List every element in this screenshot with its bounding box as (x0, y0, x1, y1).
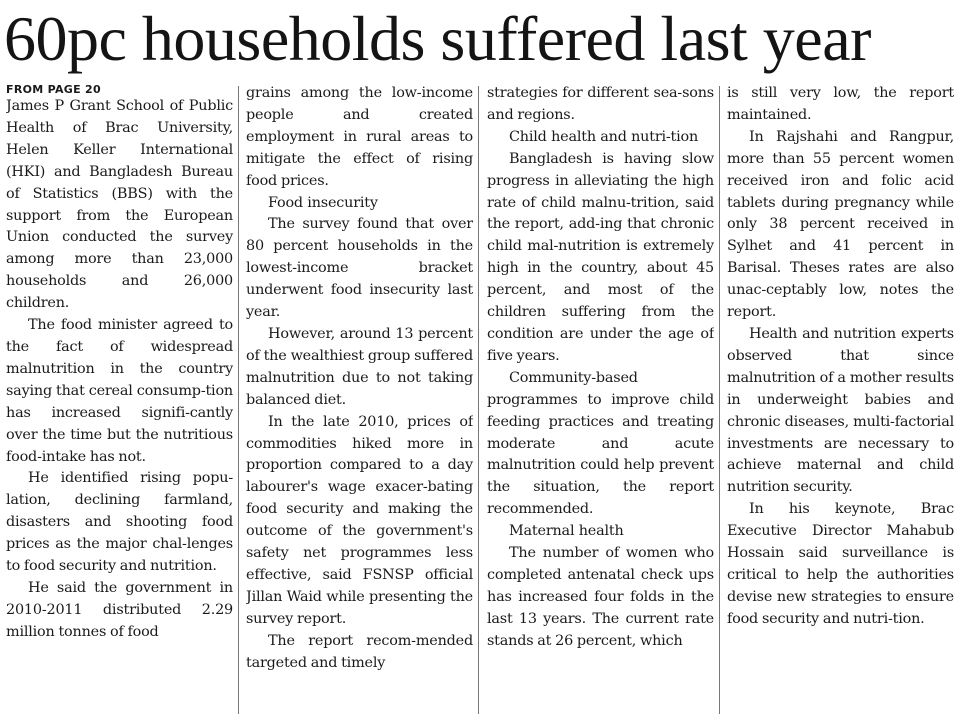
article-paragraph: Community-based programmes to improve child feeding practices and treating moderate and acute malnutrition could help prevent the situation, the report recommended. (487, 369, 714, 518)
article-paragraph: grains among the low-income people and created employment in rural areas to mitigate the effect of rising food prices. (246, 85, 473, 189)
article-paragraph: However, around 13 percent of the wealthiest group suffered malnutrition due to not taking balanced diet. (246, 325, 473, 408)
article-paragraph: James P Grant School of Public Health of Brac University, Helen Keller International (HKI) and Bangladesh Bureau of Statistics (BBS) with the support from the European Union conducted the survey among more than 23,000 households and 26,000 children. (6, 98, 233, 312)
section-subheading: Child health and nutri-tion (509, 128, 699, 145)
article-paragraph: Bangladesh is having slow progress in alleviating the high rate of child malnu-trition, said the report, add-ing that chronic child mal-nutrition is extremely high in the country, about 45 percent, and most of the children suffering from the condition are under the age of five years. (487, 150, 714, 364)
article-paragraph: He identified rising popu-lation, declining farmland, disasters and shooting food prices as the major chal-lenges to food security and nutrition. (6, 470, 233, 575)
article-paragraph: is still very low, the report maintained. (727, 85, 954, 123)
article-paragraph: In the late 2010, prices of commodities hiked more in proportion compared to a day labourer's wage exacer-bating food security and making the outcome of the government's safety net programmes less effective, said FSNSP official Jillan Waid while presenting the survey report. (246, 413, 473, 627)
continued-from-kicker: FROM PAGE 20 (6, 83, 101, 96)
article-paragraph: In Rajshahi and Rangpur, more than 55 percent women received iron and folic acid tablets during pregnancy while only 38 percent received in Sylhet and 41 percent in Barisal. Theses rates are also unac-ceptably low, notes the report. (727, 128, 954, 321)
article-paragraph: The report recom-mended targeted and timely (246, 632, 473, 671)
section-subheading: Food insecurity (268, 194, 378, 211)
article-paragraph: strategies for different sea-sons and regions. (487, 85, 714, 123)
column-divider (478, 86, 479, 714)
article-column-3 (487, 83, 714, 715)
section-subheading: Maternal health (509, 523, 624, 540)
article-paragraph: The survey found that over 80 percent households in the lowest-income bracket underwent food insecurity last year. (246, 216, 473, 321)
headline: 60pc households suffered last year (4, 3, 871, 74)
article-paragraph: In his keynote, Brac Executive Director Mahabub Hossain said surveillance is critical to help the authorities devise new strategies to ensure food security and nutri-tion. (727, 501, 954, 627)
article-paragraph: The number of women who completed antenatal check ups has increased four folds in the last 13 years. The current rate stands at 26 percent, which (487, 545, 714, 649)
column-divider (719, 86, 720, 714)
article-paragraph: The food minister agreed to the fact of widespread malnutrition in the country saying that cereal consump-tion has increased signifi-cantly over the time but the nutritious food-intake has not. (6, 317, 233, 465)
article-paragraph: Health and nutrition experts observed that since malnutrition of a mother results in underweight babies and chronic diseases, multi-factorial investments are necessary to achieve maternal and child nutrition security. (727, 325, 954, 496)
article-column-1 (6, 83, 233, 715)
article-paragraph: He said the government in 2010-2011 distributed 2.29 million tonnes of food (6, 579, 233, 640)
article-column-2 (246, 83, 473, 715)
column-divider (238, 86, 239, 714)
article-column-4 (727, 83, 954, 715)
